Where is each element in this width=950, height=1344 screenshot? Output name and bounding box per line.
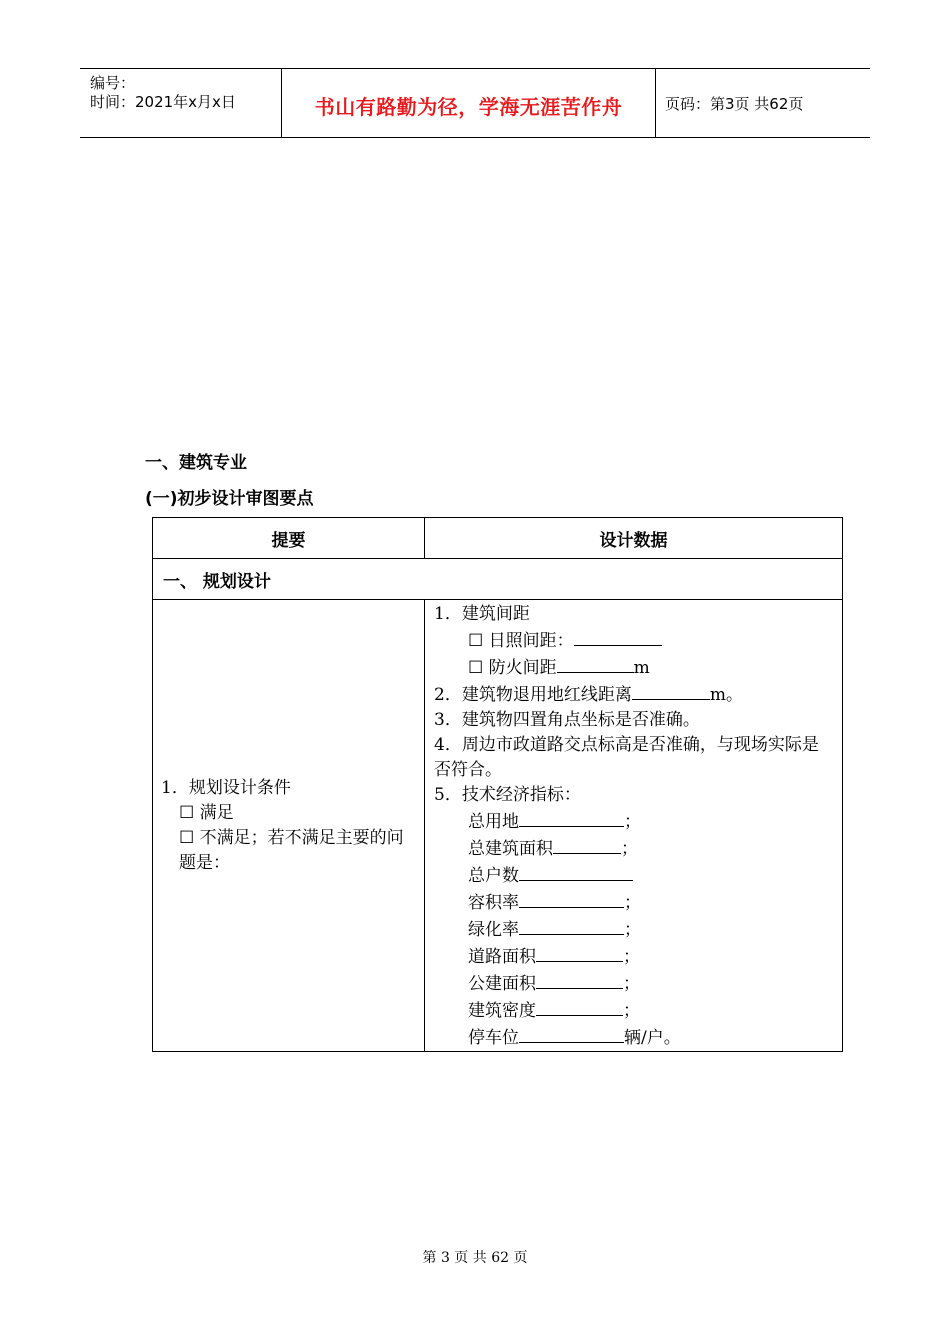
item-fire-spacing (434, 654, 834, 681)
indicator-suffix: 辆/户。 (624, 1028, 681, 1048)
list-item (468, 889, 834, 916)
list-item (468, 862, 834, 889)
item-setback (434, 681, 834, 708)
indicator-blank (519, 808, 624, 827)
header-page-cell (655, 69, 870, 137)
page-header (80, 68, 870, 138)
indicator-suffix: ； (624, 893, 641, 913)
review-table (152, 517, 843, 1052)
indicator-suffix: ； (623, 1001, 640, 1021)
list-item (468, 916, 834, 943)
indicator-label: 道路面积 (468, 947, 536, 967)
col-header-design-data: 设计数据 (425, 518, 843, 559)
indicator-blank (519, 916, 624, 935)
item-road-elevation: 4．周边市政道路交点标高是否准确，与现场实际是否符合。 (434, 735, 819, 780)
indicator-label: 容积率 (468, 893, 519, 913)
indicator-label: 绿化率 (468, 920, 519, 940)
time-label: 时间：2021年x月x日 (90, 93, 236, 111)
indicator-label: 公建面积 (468, 974, 536, 994)
indicator-suffix: ； (623, 974, 640, 994)
option-not-satisfied: ☐ 不满足；若不满足主要的问题是： (179, 827, 404, 873)
item-building-spacing: 1．建筑间距 (434, 604, 530, 624)
page-info: 页码：第3页 共62页 (665, 95, 804, 113)
section-row (153, 559, 843, 600)
indicator-list (434, 808, 834, 1051)
fire-spacing-unit: m (633, 658, 650, 678)
design-data-cell (425, 600, 843, 1052)
indicator-suffix: ； (621, 839, 638, 859)
setback-blank (632, 681, 710, 700)
option-satisfied: ☐ 满足 (179, 802, 234, 823)
indicator-label: 停车位 (468, 1028, 519, 1048)
indicator-label: 总用地 (468, 812, 519, 832)
indicator-blank (536, 970, 623, 989)
indicator-blank (519, 889, 624, 908)
indicator-blank (553, 835, 621, 854)
list-item (468, 835, 834, 862)
summary-cell (153, 600, 425, 1052)
sunlight-spacing-blank (574, 627, 662, 646)
header-motto-cell (281, 69, 656, 137)
indicator-blank (519, 1024, 624, 1043)
section-row-label: 一、 规划设计 (153, 559, 843, 600)
fire-spacing-label: ☐ 防火间距 (468, 658, 557, 678)
item-sunlight-spacing (434, 627, 834, 654)
list-item (468, 808, 834, 835)
indicator-label: 建筑密度 (468, 1001, 536, 1021)
item-tech-indicators: 5．技术经济指标： (434, 785, 581, 805)
indicator-blank (536, 943, 623, 962)
indicator-blank (519, 862, 633, 881)
indicator-label: 总户数 (468, 866, 519, 886)
indicator-suffix: ； (624, 812, 641, 832)
table-row (153, 600, 843, 1052)
subsection-heading: (一)初步设计审图要点 (145, 489, 314, 509)
table-header-row (153, 518, 843, 559)
motto: 书山有路勤为径，学海无涯苦作舟 (314, 95, 623, 119)
page-footer: 第 3 页 共 62 页 (422, 1250, 528, 1266)
number-label: 编号： (90, 74, 136, 92)
indicator-suffix: ； (624, 920, 641, 940)
list-item (468, 943, 834, 970)
setback-unit: m。 (709, 685, 743, 705)
indicator-blank (536, 997, 623, 1016)
indicator-suffix: ； (623, 947, 640, 967)
col-header-summary: 提要 (153, 518, 425, 559)
list-item (468, 997, 834, 1024)
indicator-label: 总建筑面积 (468, 839, 553, 859)
section-heading: 一、建筑专业 (145, 453, 247, 473)
list-item (468, 970, 834, 997)
header-meta (80, 69, 281, 137)
fire-spacing-blank (557, 654, 634, 673)
setback-label: 2．建筑物退用地红线距离 (434, 685, 632, 705)
sunlight-spacing-label: ☐ 日照间距： (468, 631, 574, 651)
condition-title: 1．规划设计条件 (161, 777, 291, 798)
item-corner-coords: 3．建筑物四置角点坐标是否准确。 (434, 710, 700, 730)
list-item (468, 1024, 834, 1051)
